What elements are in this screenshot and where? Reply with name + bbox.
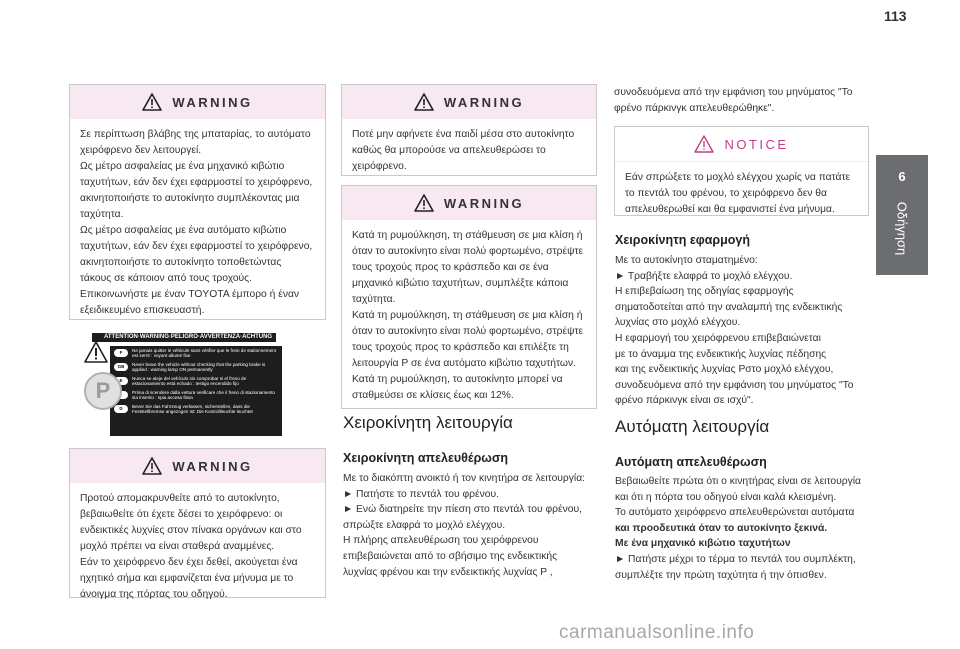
warning-text: Ποτέ μην αφήνετε ένα παιδί μέσα στο αυτοκίνητο καθώς θα μπορούσε να απελευθερώσει το χειρόφρενο. bbox=[352, 129, 575, 172]
language-code: D bbox=[114, 405, 128, 413]
label-row: E Nunca se aleje del vehículo sin comprobar si el freno de estacionamiento está echado : testigo encendido fijo bbox=[114, 376, 278, 390]
warning-title: WARNING bbox=[443, 94, 525, 110]
label-text-block bbox=[110, 346, 282, 436]
notice-title: NOTICE bbox=[724, 136, 789, 152]
notice-box bbox=[614, 126, 869, 216]
language-code: GB bbox=[114, 363, 128, 371]
label-row: Prima di scendere dalla vettura verificare che il freno di stazionamento sia inserito : spia accesa fissa bbox=[114, 390, 278, 404]
warning-triangle-icon bbox=[414, 194, 434, 212]
parking-brake-p-icon: P bbox=[84, 372, 122, 410]
warning-title: WARNING bbox=[172, 458, 253, 474]
warning-triangle-icon bbox=[142, 93, 162, 111]
warning-text: Προτού απομακρυνθείτε από το αυτοκίνητο, βεβαιωθείτε ότι έχετε δέσει το χειρόφρενο: οι ενδεικτικές λυχνίες στον πίνακα οργάνων και στο μοχλό πρέπει να είναι σταθερά αναμμένες. Εάν το χειρόφρενο δεν έχει δεθεί, ακούγεται ένα ηχητικό σήμα και εμφανίζεται ένα μήνυμα με το άνοιγμα της πόρτας του οδηγού. bbox=[80, 493, 302, 600]
warning-triangle-icon bbox=[414, 93, 434, 111]
warning-triangle-icon bbox=[142, 457, 162, 475]
warning-box-child bbox=[341, 84, 597, 176]
warning-text: Κατά τη ρυμούλκηση, τη στάθμευση σε μια κλίση ή όταν το αυτοκίνητο είναι πολύ φορτωμένο, στρέψτε τους τροχούς προς το κράσπεδο και σε ένα μηχανικό κιβώτιο ταχυτήτων, συμπλέξτε κάποια ταχύτητα. Κατά τη ρυμούλκηση, τη στάθμευση σε μια κλίση ή όταν το αυτοκίνητο είναι πολύ φορτωμένο, στρέψτε τους τροχούς προς το κράσπεδο και επιλέξτε τη λειτουργία P σε ένα αυτόματο κιβώτιο ταχυτήτων. Κατά τη ρυμούλκηση, το αυτοκίνητο μπορεί να σταθμεύσει σε κλίσεις έως και 12%. bbox=[352, 230, 584, 401]
language-code: E bbox=[114, 377, 128, 385]
chapter-number: 6 bbox=[898, 169, 906, 184]
manual-apply-heading: Χειροκίνητη εφαρμογή bbox=[615, 233, 750, 247]
label-warning-triangle-icon bbox=[84, 341, 108, 363]
manual-release-heading: Χειροκίνητη απελευθέρωση bbox=[343, 451, 509, 465]
parking-brake-warning-label-image bbox=[78, 330, 328, 438]
automatic-operation-heading: Αυτόματη λειτουργία bbox=[615, 417, 770, 436]
label-header: ATTENTION·WARNING·PELIGRO·AVVERTENZA·ACHTUNG bbox=[92, 333, 276, 342]
notice-text: Εάν σπρώξετε το μοχλό ελέγχου χωρίς να πατάτε το πεντάλ του φρένου, το χειρόφρενο δεν θα απελευθερωθεί και θα εμφανιστεί ένα μήνυμα. bbox=[625, 172, 851, 215]
label-row: GB Never leave the vehicle without checking that the parking brake is applied : warning lamp ON permanently bbox=[114, 362, 278, 376]
page-number: 113 bbox=[884, 8, 907, 24]
automatic-release-heading: Αυτόματη απελευθέρωση bbox=[615, 455, 767, 469]
manual-operation-heading: Χειροκίνητη λειτουργία bbox=[343, 413, 513, 432]
language-code: F bbox=[114, 349, 128, 357]
manual-apply-text: Με το αυτοκίνητο σταματημένο: ► Τραβήξτε ελαφρά το μοχλό ελέγχου. Η επιβεβαίωση της οδηγίας εφαρμογής σηματοδοτείται από την αναλαμπή της ενδεικτικής λυχνίας στο μοχλό ελέγχου. Η εφαρμογή του χειρόφρενου επιβεβαιώνεται με το άναμμα της ενδεικτικής λυχνίας πέδησης και της ενδεικτικής λυχνίας Pστο μοχλό ελέγχου, συνοδευόμενα από την εμφάνιση του μηνύματος "Το φρένο πάρκινγκ είναι σε ισχύ". bbox=[615, 255, 854, 407]
warning-title: WARNING bbox=[172, 94, 253, 110]
warning-box-leaving-vehicle bbox=[69, 448, 326, 598]
manual-release-text: Με το διακόπτη ανοικτό ή τον κινητήρα σε λειτουργία: ► Πατήστε το πεντάλ του φρένου. ► Ενώ διατηρείτε την πίεση στο πεντάλ του φρένου, σπρώξτε ελαφρά το μοχλό ελέγχου. Η πλήρης απελευθέρωση του χειρόφρενου επιβεβαιώνεται από το σβήσιμο της ενδεικτικής λυχνίας φρένου και την ενδεικτικής λυχνίας P , bbox=[343, 473, 586, 578]
release-continuation-text: συνοδευόμενα από την εμφάνιση του μηνύματος "Το φρένο πάρκινγκ απελευθερώθηκε". bbox=[614, 87, 853, 114]
warning-box-towing bbox=[341, 185, 597, 409]
chapter-side-tab[interactable] bbox=[876, 155, 928, 275]
notice-triangle-icon bbox=[694, 135, 714, 153]
chapter-label: Οδήγηση bbox=[894, 201, 910, 255]
warning-title: WARNING bbox=[443, 195, 525, 211]
label-row: D Bevor Sie das Fahrzeug verlassen, sicherstellen, dass die Feststellbremse angezogen ist: Die Kontrollleuchte leuchtet bbox=[114, 404, 278, 418]
watermark: carmanualsonline.info bbox=[559, 622, 755, 643]
warning-box-battery bbox=[69, 84, 326, 320]
label-row: F Ne jamais quitter le véhicule sans vérifier que le frein de stationnement est serré : voyant allumé fixe bbox=[114, 348, 278, 362]
warning-text: Σε περίπτωση βλάβης της μπαταρίας, το αυτόματο χειρόφρενο δεν λειτουργεί. Ως μέτρο ασφαλείας με ένα μηχανικό κιβώτιο ταχυτήτων, εάν δεν έχει εφαρμοστεί το χειρόφρενο, ακινητοποιήστε το αυτοκίνητο συμπλέκοντας μια ταχύτητα. Ως μέτρο ασφαλείας με ένα αυτόματο κιβώτιο ταχυτήτων, εάν δεν έχει εφαρμοστεί το χειρόφρενο, ακινητοποιήστε το αυτοκίνητο τοποθετώντας τάκους σε κάποιον από τους τροχούς. Επικοινωνήστε με έναν TOYOTA έμπορο ή έναν εξειδικευμένο επισκευαστή. bbox=[80, 129, 313, 316]
automatic-release-text: Βεβαιωθείτε πρώτα ότι ο κινητήρας είναι σε λειτουργία και ότι η πόρτα του οδηγού είναι καλά κλεισμένη. Το αυτόματο χειρόφρενο απελευθερώνεται αυτόματα και προοδευτικά όταν το αυτοκίνητο ξεκινά. Με ένα μηχανικό κιβώτιο ταχυτήτων ► Πατήστε μέχρι το τέρμα το πεντάλ του συμπλέκτη, συμπλέξτε την πρώτη ταχύτητα ή την όπισθεν. bbox=[615, 476, 861, 581]
